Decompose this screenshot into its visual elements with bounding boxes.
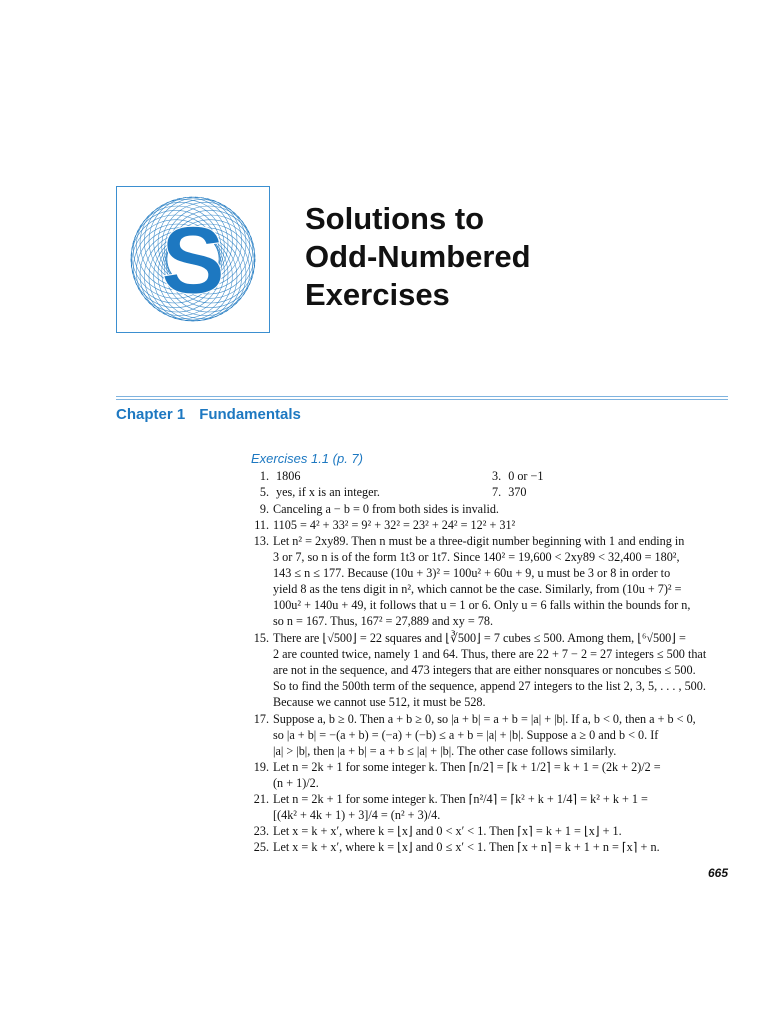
exercise-line: Let x = k + x′, where k = ⌊x⌋ and 0 ≤ x′ < 1. Then ⌈x + n⌉ = k + 1 + n = ⌈x⌉ + n. xyxy=(273,840,660,854)
title-line-3: Exercises xyxy=(305,277,450,312)
exercise-7: 7. 370 xyxy=(492,485,527,499)
exercise-line: 3 or 7, so n is of the form 1t3 or 1t7. Since 140² = 19,600 < 2xy89 < 32,400 = 180², xyxy=(273,550,680,564)
exercise-line: Let n = 2k + 1 for some integer k. Then ⌈n/2⌉ = ⌈k + 1/2⌉ = k + 1 = (2k + 2)/2 = xyxy=(273,760,661,774)
chapter-logo xyxy=(116,186,270,333)
exercise-line: 2 are counted twice, namely 1 and 64. Thus, there are 22 + 7 − 2 = 27 integers ≤ 500 that xyxy=(273,647,707,661)
exercise-9: 9. Canceling a − b = 0 from both sides is invalid. xyxy=(251,501,728,517)
logo-letter: S xyxy=(160,207,226,314)
exercise-line: are not in the sequence, and 473 integers that are either nonsquares or noncubes ≤ 500. xyxy=(273,663,696,677)
divider-rule-1 xyxy=(116,396,728,397)
exercise-5: 5. yes, if x is an integer. xyxy=(259,485,380,499)
exercise-line: Let n = 2k + 1 for some integer k. Then ⌈n²/4⌉ = ⌈k² + k + 1/4⌉ = k² + k + 1 = xyxy=(273,792,648,806)
exercise-11: 11. 1105 = 4² + 33² = 9² + 32² = 23² + 24² = 12² + 31² xyxy=(251,517,728,533)
exercise-line: Canceling a − b = 0 from both sides is invalid. xyxy=(273,502,499,516)
page-title xyxy=(305,200,531,314)
exercise-17: 17. Suppose a, b ≥ 0. Then a + b ≥ 0, so |a + b| = a + b = |a| + |b|. If a, b < 0, then a + b < 0, so |a + b| = −(a + b) = (−a) + (−b) ≤ a + b = |a| + |b|. Suppose a ≥ 0 and b < 0. If |a| > |b|, then |a + b| = a + b ≤ |a| + |b|. The other case follows similarly. xyxy=(251,711,728,759)
chapter-heading xyxy=(116,406,301,423)
exercise-line: |a| > |b|, then |a + b| = a + b ≤ |a| + |b|. The other case follows similarly. xyxy=(273,744,617,758)
exercise-line: Because we cannot use 512, it must be 528. xyxy=(273,695,486,709)
spirograph-icon xyxy=(117,187,269,332)
exercise-line: So to find the 500th term of the sequence, append 27 integers to the list 2, 3, 5, . . . , 500. xyxy=(273,679,706,693)
exercise-line: Let x = k + x′, where k = ⌊x⌋ and 0 < x′ < 1. Then ⌈x⌉ = k + 1 = ⌊x⌋ + 1. xyxy=(273,824,622,838)
exercise-25: 25. Let x = k + x′, where k = ⌊x⌋ and 0 ≤ x′ < 1. Then ⌈x + n⌉ = k + 1 + n = ⌈x⌉ + n. xyxy=(251,839,728,855)
page-number: 665 xyxy=(707,866,728,880)
exercise-19: 19. Let n = 2k + 1 for some integer k. Then ⌈n/2⌉ = ⌈k + 1/2⌉ = k + 1 = (2k + 2)/2 = (n + 1)/2. xyxy=(251,759,728,791)
exercise-line: yield 8 as the tens digit in n², which cannot be the case. Similarly, from (10u + 7)² = xyxy=(273,582,682,596)
exercise-15: 15. There are ⌊√500⌋ = 22 squares and ⌊∛500⌋ = 7 cubes ≤ 500. Among them, ⌊⁶√500⌋ = 2 are counted twice, namely 1 and 64. Thus, there are 22 + 7 − 2 = 27 integers ≤ 500 that are not in the sequence, and 473 integers that are either nonsquares or noncubes ≤ 500. So to find the 500th term of the sequence, append 27 integers to the list 2, 3, 5, . . . , 500. Because we cannot use 512, it must be 528. xyxy=(251,630,728,710)
exercise-line: so |a + b| = −(a + b) = (−a) + (−b) ≤ a + b = |a| + |b|. Suppose a ≥ 0 and b < 0. If xyxy=(273,728,659,742)
divider-rule-2 xyxy=(116,399,728,400)
exercise-line: [(4k² + 4k + 1) + 3]/4 = (n² + 3)/4. xyxy=(273,808,441,822)
exercise-line: (n + 1)/2. xyxy=(273,776,319,790)
exercise-line: There are ⌊√500⌋ = 22 squares and ⌊∛500⌋ = 7 cubes ≤ 500. Among them, ⌊⁶√500⌋ = xyxy=(273,631,686,645)
chapter-name: Fundamentals xyxy=(199,406,301,423)
exercise-line: Let n² = 2xy89. Then n must be a three-digit number beginning with 1 and ending in xyxy=(273,534,685,548)
exercise-line: 100u² + 140u + 49, it follows that u = 1 or 6. Only u = 6 falls within the bounds for n, xyxy=(273,598,691,612)
section-heading: Exercises 1.1 (p. 7) xyxy=(251,451,363,466)
exercise-1: 1. 1806 xyxy=(259,469,301,483)
title-line-2: Odd-Numbered xyxy=(305,239,531,274)
exercise-13: 13. Let n² = 2xy89. Then n must be a three-digit number beginning with 1 and ending in 3 or 7, so n is of the form 1t3 or 1t7. Since 140² = 19,600 < 2xy89 < 32,400 = 180², 143 ≤ n ≤ 177. Because (10u + 3)² = 100u² + 60u + 9, u must be 3 or 8 in order to yield 8 as the tens digit in n², which cannot be the case. Similarly, from (10u + 7)² = 100u² + 140u + 49, it follows that u = 1 or 6. Only u = 6 falls within the bounds for n, so n = 167. Thus, 167² = 27,889 and xy = 78. xyxy=(251,533,728,629)
exercise-line: Suppose a, b ≥ 0. Then a + b ≥ 0, so |a + b| = a + b = |a| + |b|. If a, b < 0, then a + b < 0, xyxy=(273,712,696,726)
chapter-number: Chapter 1 xyxy=(116,406,186,423)
exercise-21: 21. Let n = 2k + 1 for some integer k. Then ⌈n²/4⌉ = ⌈k² + k + 1/4⌉ = k² + k + 1 = [(4k² + 4k + 1) + 3]/4 = (n² + 3)/4. xyxy=(251,791,728,823)
title-line-1: Solutions to xyxy=(305,201,485,236)
exercise-3: 3. 0 or −1 xyxy=(492,469,544,483)
exercise-23: 23. Let x = k + x′, where k = ⌊x⌋ and 0 < x′ < 1. Then ⌈x⌉ = k + 1 = ⌊x⌋ + 1. xyxy=(251,823,728,839)
exercise-line: so n = 167. Thus, 167² = 27,889 and xy = 78. xyxy=(273,614,494,628)
exercise-line: 1105 = 4² + 33² = 9² + 32² = 23² + 24² = 12² + 31² xyxy=(273,518,516,532)
exercise-line: 143 ≤ n ≤ 177. Because (10u + 3)² = 100u² + 60u + 9, u must be 3 or 8 in order to xyxy=(273,566,671,580)
